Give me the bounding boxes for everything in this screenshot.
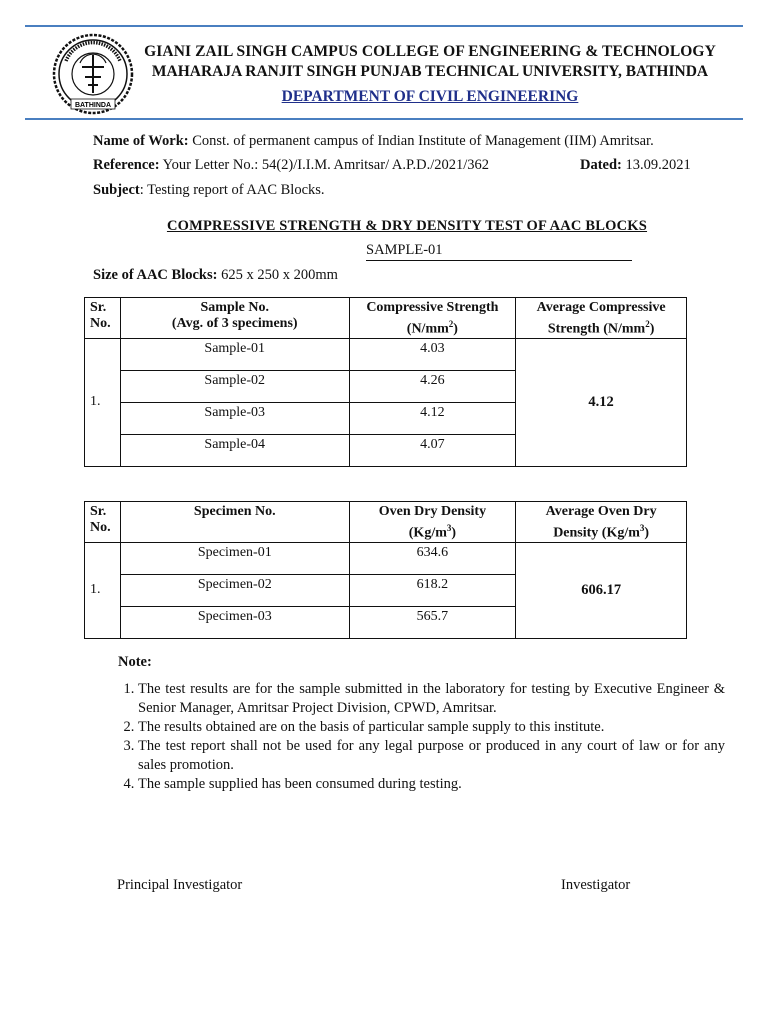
list-item: 3. The test report shall not be used for any legal purpose or produced in any court of law or for any sales promotion.: [138, 737, 725, 775]
oven-dry-density-header: Oven Dry Density $(Kg/m^3)$: [349, 502, 516, 543]
test-title: COMPRESSIVE STRENGTH & DRY DENSITY TEST OF AAC BLOCKS: [166, 218, 648, 234]
university-name: MAHARAJA RANJIT SINGH PUNJAB TECHNICAL UNIVERSITY, BATHINDA: [151, 63, 709, 80]
block-size: [93, 267, 338, 284]
list-item: 2. The results obtained are on the basis of particular sample supply to this institute.: [138, 718, 725, 737]
size-value: 625 x 250 x 200mm: [217, 267, 338, 283]
strength-value-cell: 4.07: [349, 434, 516, 466]
notes-list: [93, 680, 725, 794]
dated-label: Dated:: [580, 157, 622, 173]
list-item: 4. The sample supplied has been consumed during testing.: [138, 775, 725, 794]
reference: [93, 157, 489, 174]
table-header-row: [85, 502, 687, 543]
sample-cell: Sample-02: [120, 370, 349, 402]
compressive-strength-header: Compressive Strength $(N/mm^2)$: [349, 298, 516, 339]
specimen-cell: Specimen-02: [120, 574, 349, 606]
header-bottom-rule: [25, 118, 743, 120]
average-density-value: 606.17: [516, 542, 687, 638]
department-title: DEPARTMENT OF CIVIL ENGINEERING: [281, 88, 579, 105]
header-top-rule: [25, 25, 743, 27]
strength-value-cell: 4.26: [349, 370, 516, 402]
density-value-cell: 634.6: [349, 542, 516, 574]
strength-value-cell: 4.03: [349, 338, 516, 370]
name-of-work: [93, 133, 654, 150]
note-title: Note:: [118, 654, 152, 670]
logo-bathinda-text: BATHINDA: [74, 102, 112, 109]
sample-cell: Sample-01: [120, 338, 349, 370]
list-item: 1. The test results are for the sample submitted in the laboratory for testing by Executive Engineer & Senior Manager, Amritsar Project Division, CPWD, Amritsar.: [138, 680, 725, 718]
name-of-work-label: Name of Work:: [93, 133, 189, 149]
specimen-no-header: Specimen No.: [120, 502, 349, 543]
specimen-cell: Specimen-01: [120, 542, 349, 574]
specimen-cell: Specimen-03: [120, 606, 349, 638]
sr-no-header: Sr. No.: [85, 502, 121, 543]
dry-density-table: [84, 501, 687, 639]
reference-value: Your Letter No.: 54(2)/I.I.M. Amritsar/ A.P.D./2021/362: [159, 157, 490, 173]
investigator-signature: Investigator: [561, 877, 631, 893]
compressive-strength-table: [84, 297, 687, 467]
average-density-header: Average Oven Dry Density $(Kg/m^3)$: [516, 502, 687, 543]
average-strength-value: 4.12: [516, 338, 687, 466]
strength-value-cell: 4.12: [349, 402, 516, 434]
table-row: [85, 542, 687, 574]
sr-no-header: Sr. No.: [85, 298, 121, 339]
dated: [580, 157, 691, 174]
table-row: [85, 338, 687, 370]
college-name: GIANI ZAIL SINGH CAMPUS COLLEGE OF ENGINEERING & TECHNOLOGY: [144, 43, 716, 60]
college-logo: [52, 33, 134, 115]
reference-label: Reference:: [93, 157, 160, 173]
sample-cell: Sample-03: [120, 402, 349, 434]
density-value-cell: 618.2: [349, 574, 516, 606]
size-label: Size of AAC Blocks:: [93, 267, 218, 283]
principal-investigator-signature: Principal Investigator: [117, 877, 243, 893]
sample-title: SAMPLE-01: [366, 242, 632, 261]
dated-value: 13.09.2021: [621, 157, 691, 173]
sample-no-header: Sample No. (Avg. of 3 specimens): [120, 298, 349, 339]
sample-cell: Sample-04: [120, 434, 349, 466]
sr-no-cell: 1.: [85, 338, 121, 466]
subject-value: : Testing report of AAC Blocks.: [139, 182, 325, 198]
subject: [93, 182, 325, 199]
name-of-work-value: Const. of permanent campus of Indian Institute of Management (IIM) Amritsar.: [188, 133, 654, 149]
average-strength-header: Average Compressive Strength $(N/mm^2)$: [516, 298, 687, 339]
table-header-row: [85, 298, 687, 339]
density-value-cell: 565.7: [349, 606, 516, 638]
subject-label: Subject: [93, 182, 140, 198]
sr-no-cell: 1.: [85, 542, 121, 638]
